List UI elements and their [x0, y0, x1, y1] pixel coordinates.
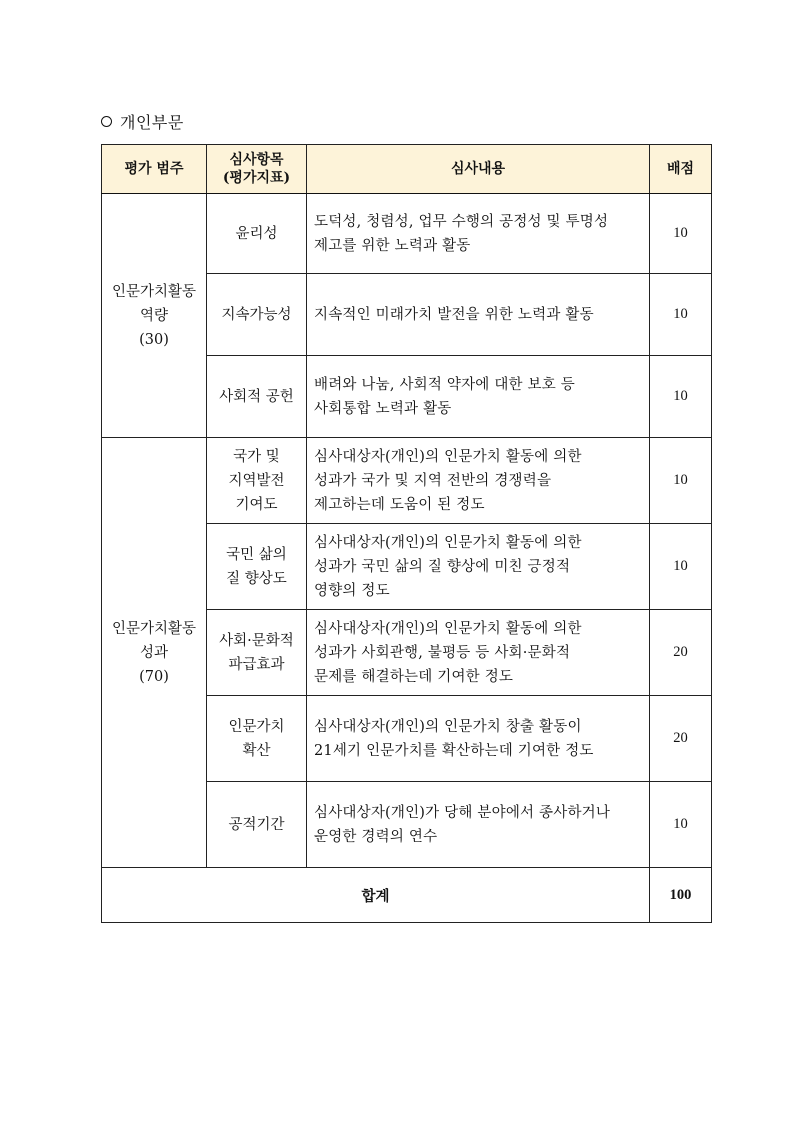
header-content: 심사내용 [307, 145, 650, 194]
header-score: 배점 [650, 145, 712, 194]
score-cell: 20 [650, 610, 712, 696]
item-cell: 국가 및 지역발전 기여도 [207, 438, 307, 524]
content-cell: 배려와 나눔, 사회적 약자에 대한 보호 등 사회통합 노력과 활동 [307, 356, 650, 438]
table-row [102, 438, 712, 524]
content-cell: 심사대상자(개인)의 인문가치 창출 활동이 21세기 인문가치를 확산하는데 기여한 정도 [307, 696, 650, 782]
item-cell: 사회·문화적 파급효과 [207, 610, 307, 696]
score-cell: 10 [650, 438, 712, 524]
score-cell: 10 [650, 194, 712, 274]
content-cell: 도덕성, 청렴성, 업무 수행의 공정성 및 투명성 제고를 위한 노력과 활동 [307, 194, 650, 274]
score-cell: 20 [650, 696, 712, 782]
item-cell: 지속가능성 [207, 274, 307, 356]
header-category: 평가 범주 [102, 145, 207, 194]
item-cell: 국민 삶의 질 향상도 [207, 524, 307, 610]
total-label: 합계 [102, 868, 650, 923]
category-cell-outcome: 인문가치활동 성과 (70) [102, 438, 207, 868]
content-cell: 심사대상자(개인)의 인문가치 활동에 의한 성과가 사회관행, 불평등 등 사회·문화적 문제를 해결하는데 기여한 정도 [307, 610, 650, 696]
item-cell: 인문가치 확산 [207, 696, 307, 782]
score-cell: 10 [650, 274, 712, 356]
category-cell-capacity: 인문가치활동 역량 (30) [102, 194, 207, 438]
content-cell: 심사대상자(개인)의 인문가치 활동에 의한 성과가 국민 삶의 질 향상에 미친 긍정적 영향의 정도 [307, 524, 650, 610]
section-heading [101, 110, 184, 133]
score-cell: 10 [650, 524, 712, 610]
table-row [102, 194, 712, 274]
item-cell: 사회적 공헌 [207, 356, 307, 438]
table-header-row [102, 145, 712, 194]
score-cell: 10 [650, 356, 712, 438]
total-row [102, 868, 712, 923]
score-cell: 10 [650, 782, 712, 868]
content-cell: 심사대상자(개인)가 당해 분야에서 종사하거나 운영한 경력의 연수 [307, 782, 650, 868]
evaluation-criteria-table [101, 144, 712, 923]
item-cell: 공적기간 [207, 782, 307, 868]
circle-bullet-icon [101, 116, 112, 127]
content-cell: 심사대상자(개인)의 인문가치 활동에 의한 성과가 국가 및 지역 전반의 경쟁력을 제고하는데 도움이 된 정도 [307, 438, 650, 524]
content-cell: 지속적인 미래가치 발전을 위한 노력과 활동 [307, 274, 650, 356]
header-item: 심사항목 (평가지표) [207, 145, 307, 194]
item-cell: 윤리성 [207, 194, 307, 274]
section-heading-text: 개인부문 [120, 113, 184, 132]
total-score: 100 [650, 868, 712, 923]
